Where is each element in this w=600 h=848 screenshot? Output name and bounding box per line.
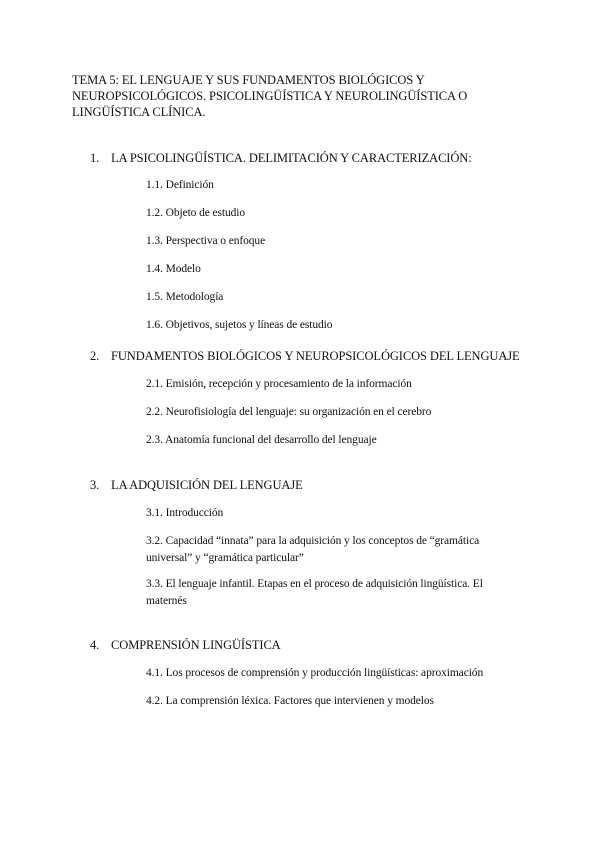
section-number: 4. [90, 638, 100, 652]
section-item: 3.1. Introducción [146, 507, 224, 519]
section-4-heading [90, 637, 281, 653]
section-item: 1.5. Metodología [146, 291, 224, 303]
section-item: 1.3. Perspectiva o enfoque [146, 235, 266, 247]
section-2-heading [90, 348, 520, 364]
section-item: 4.2. La comprensión léxica. Factores que intervienen y modelos [146, 695, 434, 707]
document-title: TEMA 5: EL LENGUAJE Y SUS FUNDAMENTOS BIOLÓGICOS Y NEUROPSICOLÓGICOS. PSICOLINGÜÍSTICA Y NEUROLINGÜÍSTICA O LINGÜÍSTICA CLÍNICA. [72, 73, 468, 119]
section-title: LA PSICOLINGÜÍSTICA. DELIMITACIÓN Y CARACTERIZACIÓN: [111, 151, 472, 165]
section-number: 2. [90, 349, 100, 363]
section-item: 1.4. Modelo [146, 263, 201, 275]
section-item: 1.2. Objeto de estudio [146, 207, 246, 219]
section-item: 1.6. Objetivos, sujetos y líneas de estudio [146, 319, 333, 331]
section-item: 2.2. Neurofisiología del lenguaje: su organización en el cerebro [146, 406, 432, 418]
section-3-heading [90, 477, 303, 493]
section-item: 3.2. Capacidad “innata” para la adquisición y los conceptos de “gramática universal” y “gramática particular” [146, 535, 480, 564]
section-number: 1. [90, 151, 100, 165]
section-title: LA ADQUISICIÓN DEL LENGUAJE [111, 478, 303, 492]
section-number: 3. [90, 478, 100, 492]
section-item: 2.1. Emisión, recepción y procesamiento de la información [146, 378, 412, 390]
section-title: FUNDAMENTOS BIOLÓGICOS Y NEUROPSICOLÓGICOS DEL LENGUAJE [111, 349, 520, 363]
section-title: COMPRENSIÓN LINGÜÍSTICA [111, 638, 281, 652]
section-1-heading [90, 150, 472, 166]
section-item: 4.1. Los procesos de comprensión y producción lingüísticas: aproximación [146, 667, 484, 679]
section-item: 1.1. Definición [146, 179, 214, 191]
section-item: 2.3. Anatomía funcional del desarrollo del lenguaje [146, 434, 377, 446]
section-item: 3.3. El lenguaje infantil. Etapas en el proceso de adquisición lingüística. El maternés [146, 578, 483, 607]
